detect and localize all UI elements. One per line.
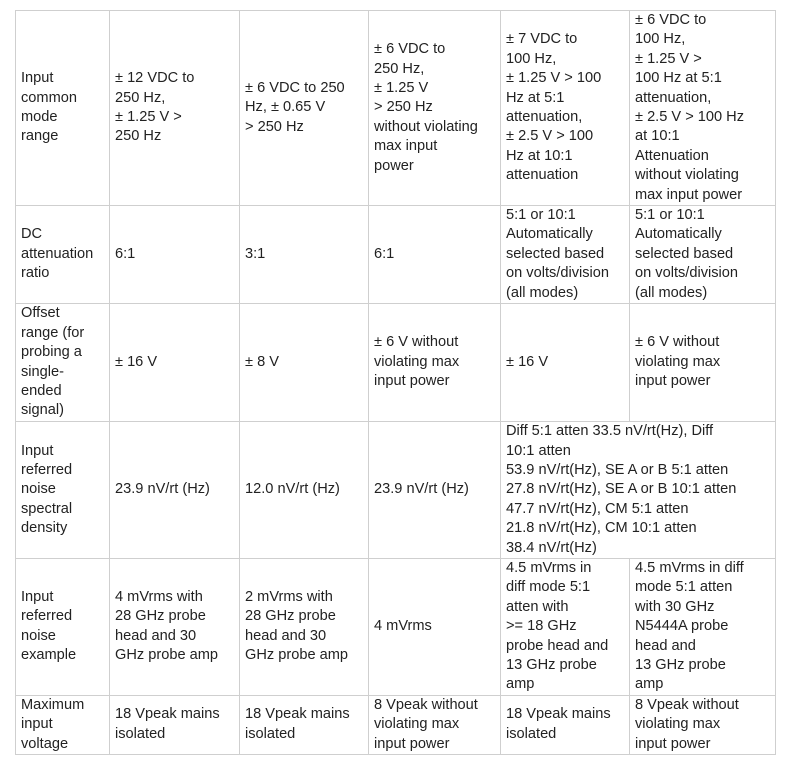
row-label-offset-range: Offset range (for probing a single- ended signal) — [16, 304, 110, 422]
row-label-dc-attenuation-ratio: DC attenuation ratio — [16, 206, 110, 304]
table-cell: 3:1 — [240, 206, 369, 304]
table-cell: 8 Vpeak without violating max input power — [630, 695, 776, 754]
table-cell: ± 12 VDC to 250 Hz, ± 1.25 V > 250 Hz — [110, 11, 240, 206]
table-cell: 4 mVrms — [369, 558, 501, 695]
table-cell: 5:1 or 10:1 Automatically selected based on volts/division (all modes) — [501, 206, 630, 304]
table-cell: 4.5 mVrms in diff mode 5:1 atten with >= 18 GHz probe head and 13 GHz probe amp — [501, 558, 630, 695]
row-label-maximum-input-voltage: Maximum input voltage — [16, 695, 110, 754]
table-row-maximum-input-voltage — [16, 695, 776, 754]
table-row-noise-example — [16, 558, 776, 695]
table-cell: ± 6 V without violating max input power — [630, 304, 776, 422]
table-cell: 6:1 — [369, 206, 501, 304]
table-cell: ± 6 VDC to 250 Hz, ± 1.25 V > 250 Hz without violating max input power — [369, 11, 501, 206]
row-label-noise-example: Input referred noise example — [16, 558, 110, 695]
table-cell: ± 6 VDC to 100 Hz, ± 1.25 V > 100 Hz at 5:1 attenuation, ± 2.5 V > 100 Hz at 10:1 Attenuation without violating max input power — [630, 11, 776, 206]
spec-table — [15, 10, 776, 755]
table-cell: ± 16 V — [110, 304, 240, 422]
table-row-input-common-mode-range — [16, 11, 776, 206]
table-cell: 23.9 nV/rt (Hz) — [369, 422, 501, 559]
table-cell: 2 mVrms with 28 GHz probe head and 30 GHz probe amp — [240, 558, 369, 695]
table-row-dc-attenuation-ratio — [16, 206, 776, 304]
table-cell: ± 6 V without violating max input power — [369, 304, 501, 422]
table-cell: 18 Vpeak mains isolated — [501, 695, 630, 754]
table-cell-merged: Diff 5:1 atten 33.5 nV/rt(Hz), Diff 10:1 atten 53.9 nV/rt(Hz), SE A or B 5:1 atten 27.8 nV/rt(Hz), SE A or B 10:1 atten 47.7 nV/rt(Hz), CM 5:1 atten 21.8 nV/rt(Hz), CM 10:1 atten 38.4 nV/rt(Hz) — [501, 422, 776, 559]
table-cell: 8 Vpeak without violating max input power — [369, 695, 501, 754]
table-cell: 4 mVrms with 28 GHz probe head and 30 GHz probe amp — [110, 558, 240, 695]
table-cell: 18 Vpeak mains isolated — [110, 695, 240, 754]
table-cell: 4.5 mVrms in diff mode 5:1 atten with 30 GHz N5444A probe head and 13 GHz probe amp — [630, 558, 776, 695]
table-row-noise-spectral-density — [16, 422, 776, 559]
table-cell: ± 16 V — [501, 304, 630, 422]
table-cell: 23.9 nV/rt (Hz) — [110, 422, 240, 559]
row-label-noise-spectral-density: Input referred noise spectral density — [16, 422, 110, 559]
table-cell: ± 8 V — [240, 304, 369, 422]
table-cell: 6:1 — [110, 206, 240, 304]
table-cell: ± 7 VDC to 100 Hz, ± 1.25 V > 100 Hz at 5:1 attenuation, ± 2.5 V > 100 Hz at 10:1 attenuation — [501, 11, 630, 206]
table-cell: 18 Vpeak mains isolated — [240, 695, 369, 754]
table-cell: 12.0 nV/rt (Hz) — [240, 422, 369, 559]
row-label-input-common-mode-range: Input common mode range — [16, 11, 110, 206]
table-row-offset-range — [16, 304, 776, 422]
table-cell: ± 6 VDC to 250 Hz, ± 0.65 V > 250 Hz — [240, 11, 369, 206]
table-cell: 5:1 or 10:1 Automatically selected based on volts/division (all modes) — [630, 206, 776, 304]
